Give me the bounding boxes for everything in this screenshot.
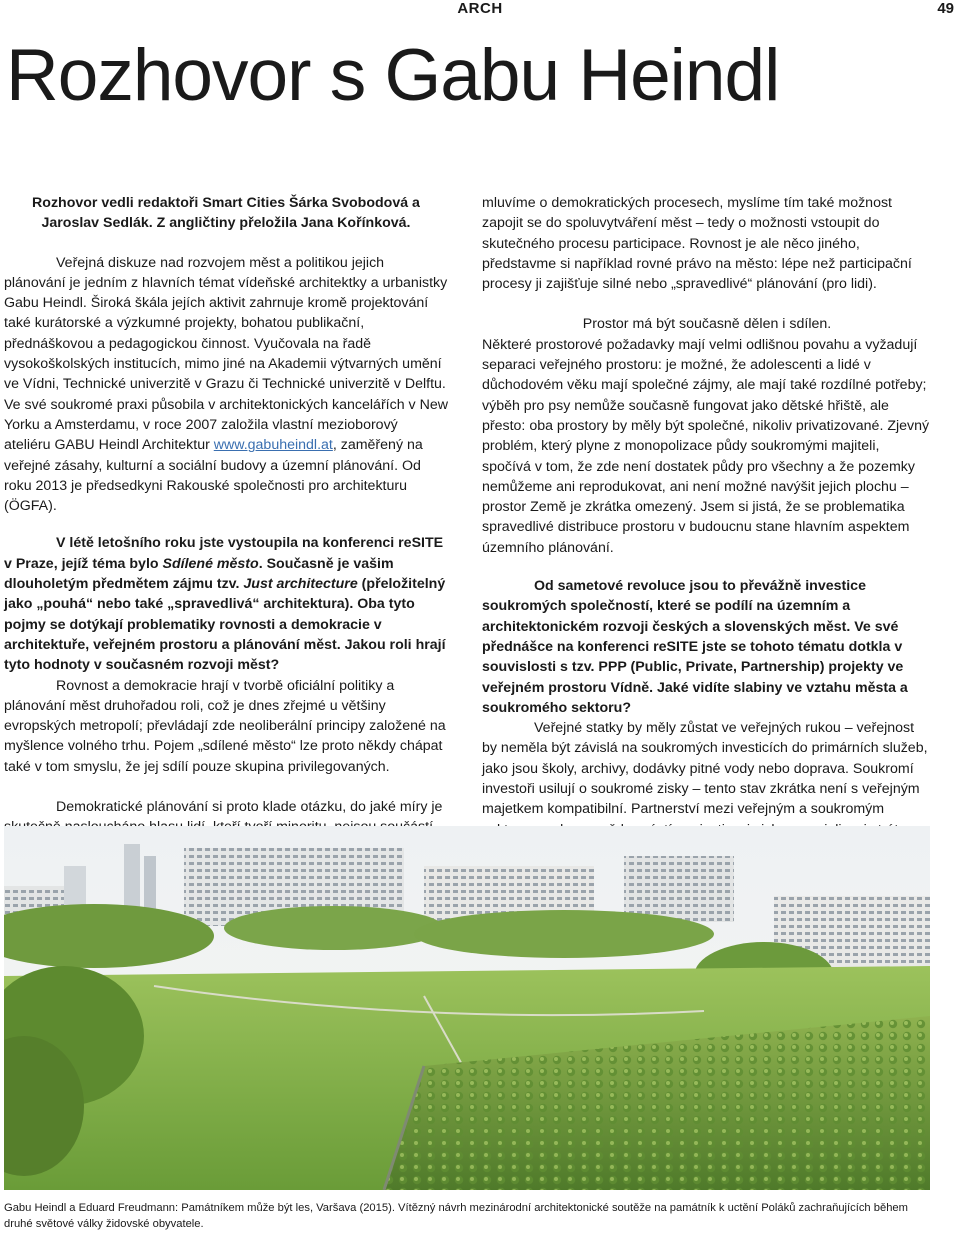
answer-1-paragraph-2: Demokratické plánování si proto klade otázku, do jaké míry je xyxy=(56,799,443,816)
forest-memorial-photo xyxy=(4,826,930,1190)
section-label: ARCH xyxy=(457,0,503,17)
intro-text: Veřejná diskuze nad rozvojem měst a politikou jejich plánování je jedním z hlavních témat vídeňské architektky a urbanistky Gabu Heindl. Široká škála jejích aktivit zahrnuje kromě projektování také kurátorské a výzkumné projekty, bohatou publikační, přednáškovou a pedagogickou činnost. Vyučovala na řadě vysokoškolských institucích, mimo jiné na Akademii výtvarných umění ve Vídni, Technické univerzitě v Grazu či Technické univerzitě v Delftu. Ve své soukromé praxi působila v architektonických kancelářích v New Yorku a Amsterdamu, v roce 2007 založila vlastní mezioborový ateliéru GABU Heindl Architektur xyxy=(4,254,448,454)
photo-caption: Gabu Heindl a Eduard Freudmann: Památníkem může být les, Varšava (2015). Vítězný návrh mezinárodní architektonické soutěže na památník k uctění Poláků zachraňujících během druhé světové války židovské obyvatele. xyxy=(4,1202,908,1230)
question-1 xyxy=(4,533,448,675)
answer-1-paragraph-1: Rovnost a demokracie hrají v tvorbě oficiální politiky a plánování měst druhořadou roli, což je dnes zřejmé u většiny evropských metropolí; převládají zde neoliberální principy založené na myšlence volného trhu. Pojem „sdílené město“ lze proto někdy chápat také v tom smyslu, že jej sdílí pouze skupina privilegovaných. xyxy=(4,677,446,775)
answer-2: Veřejné statky by měly zůstat ve veřejných rukou – veřejnost by neměla být závislá na soukromých investicích do primárních služeb, jako jsou školy, archivy, dodávky pitné vody nebo doprava. Soukromí investoři usilují o soukromé zisky – tento stav zkrátka není s veřejným majetkem kompatibilní. Partnerství mezi veřejným a soukromým xyxy=(482,720,928,818)
question-1-part3: (přeložitelný jako „pouhá“ nebo také „spravedlivá“ architektura). Oba tyto pojmy se dotýkají problematiky rovnosti a demokracie v architektuře, veřejném prostoru a plánování měst. Jakou roli hrají tyto hodnoty v současném rozvoji měst? xyxy=(4,576,446,674)
left-column xyxy=(4,193,448,858)
question-1-italic2: Just architecture xyxy=(243,576,358,593)
answer-1-paragraph-3: mluvíme o demokratických procesech, myslíme tím také možnost zapojit se do spoluvytváření měst – tedy o možnosti vstoupit do skutečného procesu participace. Rovnost je ale něco jiného, představme si například rovné právo na město: lépe než participační procesy ji zajišťuje silné nebo „spravedlivé“ plánování (pro lidi). xyxy=(482,195,912,293)
question-1-part2: . Současně je vašim dlouholetým předmětem zájmu tzv. xyxy=(4,555,394,593)
right-column xyxy=(482,193,932,860)
interview-credit: Rozhovor vedli redaktoři Smart Cities Šárka Svobodová a Jaroslav Sedlák. Z angličtiny přeložila Jana Kořínková. xyxy=(32,195,420,232)
website-link[interactable]: www.gabuheindl.at xyxy=(213,437,333,454)
intro-paragraph xyxy=(4,253,448,517)
article-title: Rozhovor s Gabu Heindl xyxy=(6,35,780,116)
question-1-part1: V létě letošního roku jste vystoupila na konferenci reSITE v Praze, jejíž téma bylo xyxy=(4,535,444,572)
question-1-italic1: Sdílené město xyxy=(162,555,259,572)
subheading: Prostor má být současně dělen i sdílen. xyxy=(582,316,832,333)
answer-1-paragraph-4: Některé prostorové požadavky mají velmi odlišnou povahu a vyžadují separaci veřejného prostoru: je možné, že adolescenti a lidé v důchodovém věku mají společné zájmy, ale mají také rozdílné potřeby; výběh pro psy nemůže současně fungovat jako dětské hřiště, ale přesto: oba prostory by měly být společné, nikoliv privatizované. Zjevný problém, který plyne z monopolizace půdy soukromými majiteli, spočívá v tom, že zde není dostatek půdy pro všechny a že pozemky nemůžeme ani reprodukovat, ani není možné navýšit jejich plochu – prostor Země je zkrátka omezený. Jsem si jistá, že se problematika spravedlivé distribuce prostoru v budoucnu stane hlavním aspektem územního plánování. xyxy=(482,336,930,556)
intro-text-end: , zaměřený na veřejné zásahy, kulturní a sociální budovy a územní plánování. Od roku 2013 je předsedkyni Rakouské společnosti pro architekturu (ÖGFA). xyxy=(4,437,423,515)
page-number: 49 xyxy=(937,0,954,17)
question-2: Od sametové revoluce jsou to převážně investice soukromých společností, které se podílí na územním a architektonickém rozvoji českých a slovenských měst. Ve své přednášce na konferenci reSITE jste se tohoto tématu dotkla v souvislosti s tzv. PPP (Public, Private, Partnership) projekty ve veřejném prostoru Vídně. Jaké vidíte slabiny ve vztahu města a soukromého sektoru? xyxy=(482,578,908,716)
photo-illustration xyxy=(4,826,930,1190)
